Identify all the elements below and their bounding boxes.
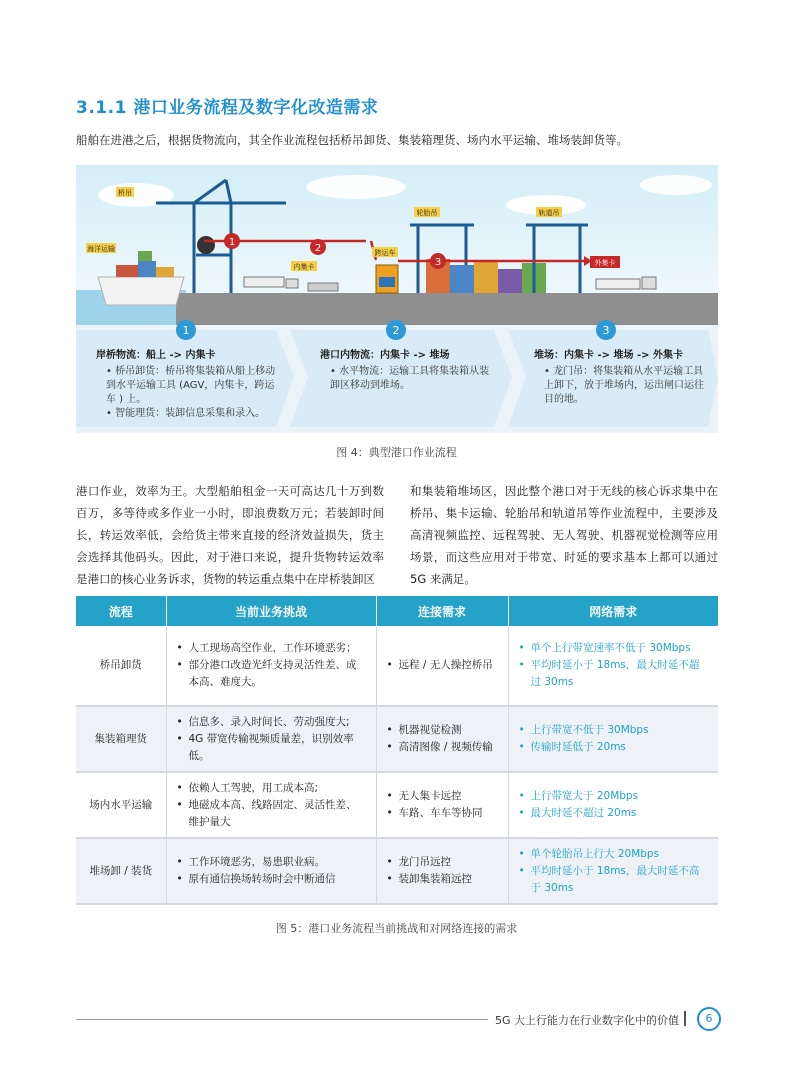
network-item: • 最大时延不超过 20ms — [519, 805, 709, 822]
page-number: 6 — [697, 1007, 721, 1031]
step-2-number: 2 — [392, 324, 400, 337]
svg-text:3: 3 — [434, 257, 442, 268]
step-2 — [320, 349, 490, 393]
network-item: • 传输时延低于 20ms — [519, 739, 709, 756]
connection-item: • 装卸集装箱远控 — [387, 871, 498, 888]
challenge-item: • 原有通信换场转场时会中断通信 — [177, 871, 366, 888]
step-3 — [534, 349, 704, 407]
network-item: • 单个上行带宽速率不低于 30Mbps — [519, 640, 709, 657]
step-2-bullet: • 水平物流：运输工具将集装箱从装卸区移动到堆场。 — [330, 366, 490, 391]
process-cell: 堆场卸 / 装货 — [76, 838, 166, 904]
challenge-item: • 工作环境恶劣，易患职业病。 — [177, 854, 366, 871]
table-row — [76, 626, 718, 706]
process-cell: 桥吊卸货 — [76, 626, 166, 706]
header-network: 网络需求 — [508, 596, 718, 626]
network-cell — [508, 706, 718, 772]
header-challenge: 当前业务挑战 — [166, 596, 376, 626]
label-rail-crane: 轨道吊 — [538, 209, 560, 217]
challenge-item: • 依赖人工驾驶，用工成本高; — [177, 780, 366, 797]
label-truck-inner: 内集卡 — [293, 263, 315, 271]
section-heading: 3.1.1 港口业务流程及数字化改造需求 — [76, 98, 379, 118]
network-item: • 单个轮胎吊上行大 20Mbps — [519, 846, 709, 863]
step-3-number: 3 — [602, 324, 610, 337]
connection-item: • 高清图像 / 视频传输 — [387, 739, 498, 756]
svg-text:1: 1 — [228, 237, 236, 248]
footer-divider — [76, 1019, 488, 1020]
connection-cell — [376, 706, 508, 772]
header-process: 流程 — [76, 596, 166, 626]
figure4-caption: 图 4：典型港口作业流程 — [336, 446, 457, 459]
label-truck-outer: 外集卡 — [594, 259, 616, 267]
network-item: • 上行带宽不低于 30Mbps — [519, 722, 709, 739]
challenge-cell — [166, 838, 376, 904]
label-ship: 海洋运输 — [87, 245, 115, 253]
connection-cell — [376, 772, 508, 838]
paragraph-right: 和集装箱堆场区，因此整个港口对于无线的核心诉求集中在桥吊、集卡运输、轮胎吊和轨道吊等作业流程中，主要涉及高清视频监控、远程驾驶、无人驾驶、机器视觉检测等应用场景，而这些应用对于带宽、时延的要求基本上都可以通过 5G 来满足。 — [410, 484, 718, 586]
header-connection: 连接需求 — [376, 596, 508, 626]
challenge-item: • 信息多、录入时间长、劳动强度大; — [177, 714, 366, 731]
connection-cell — [376, 626, 508, 706]
network-item: • 平均时延小于 18ms，最大时延不高于 30ms — [519, 863, 709, 897]
network-cell — [508, 772, 718, 838]
connection-item: • 无人集卡远控 — [387, 788, 498, 805]
step-2-title: 港口内物流：内集卡 -> 堆场 — [320, 350, 450, 361]
network-item: • 平均时延小于 18ms，最大时延不超过 30ms — [519, 657, 709, 691]
table-row — [76, 772, 718, 838]
network-cell — [508, 626, 718, 706]
paragraph-left: 港口作业，效率为王。大型船舶租金一天可高达几十万到数百万，多等待或多作业一小时，即浪费数万元；若装卸时间长，转运效率低，会给货主带来直接的经济效益损失，货主会选择其他码头。因此，对于港口来说，提升货物转运效率是港口的核心业务诉求，货物的转运重点集中在岸桥装卸区 — [76, 484, 384, 586]
table-header-row — [76, 596, 718, 626]
svg-text:2: 2 — [314, 243, 322, 254]
process-cell: 场内水平运输 — [76, 772, 166, 838]
connection-item: • 车路、车车等协同 — [387, 805, 498, 822]
challenge-cell — [166, 706, 376, 772]
label-yard-car: 跨运车 — [374, 249, 396, 257]
network-item: • 上行带宽大于 20Mbps — [519, 788, 709, 805]
network-cell — [508, 838, 718, 904]
connection-cell — [376, 838, 508, 904]
figure5-caption: 图 5：港口业务流程当前挑战和对网络连接的需求 — [275, 922, 518, 935]
footer-separator — [684, 1011, 686, 1026]
step-1 — [96, 349, 276, 421]
connection-item: • 龙门吊远控 — [387, 854, 498, 871]
connection-item: • 远程 / 无人操控桥吊 — [387, 657, 498, 674]
step-3-bullet: • 龙门吊：将集装箱从水平运输工具上卸下，放于堆场内，运出闸口运往目的地。 — [544, 366, 704, 405]
step-1-bullet: • 智能理货：装卸信息采集和录入。 — [106, 408, 266, 419]
intro-text: 船舶在进港之后，根据货物流向，其全作业流程包括桥吊卸货、集装箱理货、场内水平运输、堆场装卸货等。 — [76, 133, 628, 147]
step-1-title: 岸桥物流：船上 -> 内集卡 — [96, 350, 216, 361]
challenge-item: • 4G 带宽传输视频质量差，识别效率低。 — [177, 731, 366, 765]
label-crane: 桥吊 — [118, 189, 132, 197]
step-3-title: 堆场：内集卡 -> 堆场 -> 外集卡 — [534, 350, 683, 361]
process-cell: 集装箱理货 — [76, 706, 166, 772]
challenge-item: • 人工现场高空作业，工作环境恶劣； — [177, 640, 366, 657]
requirements-table — [76, 596, 718, 905]
table-row — [76, 706, 718, 772]
connection-item: • 机器视觉检测 — [387, 722, 498, 739]
challenge-cell — [166, 772, 376, 838]
challenge-item: • 地磁成本高、线路固定、灵活性差、维护量大 — [177, 797, 366, 831]
step-1-number: 1 — [182, 324, 190, 337]
challenge-cell — [166, 626, 376, 706]
challenge-item: • 部分港口改造光纤支持灵活性差、成本高、难度大。 — [177, 657, 366, 691]
step-1-bullet: • 桥吊卸货：桥吊将集装箱从船上移动到水平运输工具 (AGV，内集卡，跨运车 ) 上。 — [106, 366, 276, 405]
table-row — [76, 838, 718, 904]
footer-title: 5G 大上行能力在行业数字化中的价值 — [495, 1014, 680, 1027]
label-tire-crane: 轮胎吊 — [416, 209, 438, 217]
port-process-illustration — [76, 165, 718, 433]
